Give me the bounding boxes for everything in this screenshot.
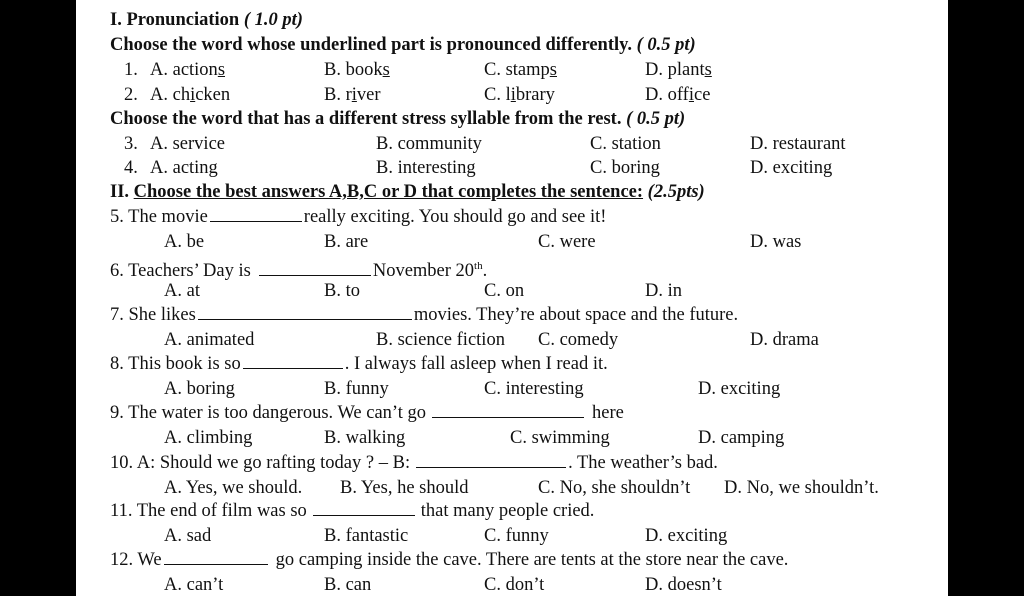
option-b[interactable]: B. Yes, he should: [340, 478, 469, 498]
option-d[interactable]: [645, 84, 710, 106]
section2-title: Choose the best answers A,B,C or D that completes the sentence:: [133, 182, 644, 202]
option-text: ver: [356, 85, 381, 105]
option-d[interactable]: D. camping: [698, 428, 785, 448]
question-8: [110, 353, 608, 375]
option-a[interactable]: [150, 84, 230, 106]
option-a[interactable]: [150, 59, 225, 81]
answer-blank[interactable]: [164, 550, 268, 565]
option-d[interactable]: D. restaurant: [750, 134, 846, 154]
option-b[interactable]: [324, 84, 381, 106]
option-a[interactable]: A. be: [164, 232, 205, 252]
section2-heading: [110, 181, 705, 203]
option-text: A. ch: [150, 85, 191, 105]
option-c[interactable]: C. No, she shouldn’t: [538, 478, 691, 498]
option-d[interactable]: D. exciting: [750, 158, 833, 178]
option-c[interactable]: C. don’t: [484, 575, 545, 595]
option-b[interactable]: B. interesting: [376, 158, 476, 178]
option-d[interactable]: [645, 59, 712, 81]
option-b[interactable]: B. fantastic: [324, 526, 409, 546]
question-6: [110, 255, 487, 282]
section2-points: (2.5pts): [647, 182, 705, 202]
question-text: 10. A: Should we go rafting today ? – B:: [110, 453, 411, 473]
question-text: 11. The end of film was so: [110, 501, 307, 521]
option-a[interactable]: A. acting: [150, 158, 218, 178]
question-text: 9. The water is too dangerous. We can’t go: [110, 403, 427, 423]
option-b[interactable]: B. community: [376, 134, 482, 154]
option-b[interactable]: B. to: [324, 281, 360, 301]
option-c[interactable]: C. funny: [484, 526, 549, 546]
section2-number: II.: [110, 182, 130, 202]
section1-title: I. Pronunciation: [110, 10, 240, 30]
option-c[interactable]: C. station: [590, 134, 661, 154]
option-text: cken: [195, 85, 231, 105]
instruction-text: Choose the word that has a different stress syllable from the rest.: [110, 109, 622, 129]
underlined-letter: i: [190, 85, 196, 105]
option-c[interactable]: C. swimming: [510, 428, 610, 448]
question-text: go camping inside the cave. There are tents at the store near the cave.: [275, 550, 789, 570]
option-d[interactable]: D. No, we shouldn’t.: [724, 478, 879, 498]
option-b[interactable]: B. science fiction: [376, 330, 505, 350]
option-c[interactable]: [484, 59, 557, 81]
option-text: D. plant: [645, 60, 705, 80]
question-text: November 20: [372, 261, 475, 282]
answer-blank[interactable]: [313, 501, 415, 516]
section1-heading: [110, 9, 303, 31]
option-c[interactable]: C. on: [484, 281, 525, 301]
option-c[interactable]: C. comedy: [538, 330, 619, 350]
option-c[interactable]: C. were: [538, 232, 596, 252]
answer-blank[interactable]: [259, 261, 371, 276]
option-a[interactable]: A. climbing: [164, 428, 253, 448]
option-d[interactable]: D. in: [645, 281, 682, 301]
question-number: 1.: [124, 60, 138, 80]
option-a[interactable]: A. at: [164, 281, 200, 301]
question-text: . I always fall asleep when I read it.: [344, 354, 608, 374]
option-b[interactable]: B. can: [324, 575, 372, 595]
option-text: C. l: [484, 85, 511, 105]
answer-blank[interactable]: [198, 305, 412, 320]
option-d[interactable]: D. drama: [750, 330, 819, 350]
question-5: [110, 206, 606, 228]
superscript: th: [474, 260, 483, 272]
underlined-letter: s: [382, 60, 390, 80]
option-c[interactable]: C. interesting: [484, 379, 584, 399]
option-d[interactable]: D. doesn’t: [645, 575, 722, 595]
question-9: [110, 402, 624, 424]
option-b[interactable]: B. are: [324, 232, 369, 252]
answer-blank[interactable]: [210, 207, 302, 222]
question-text: 8. This book is so: [110, 354, 241, 374]
option-a[interactable]: A. animated: [164, 330, 255, 350]
question-text: 6. Teachers’ Day is: [110, 261, 251, 282]
worksheet-page: [76, 0, 948, 596]
question-text: movies. They’re about space and the future.: [413, 305, 739, 325]
option-c[interactable]: [484, 84, 555, 106]
option-d[interactable]: D. exciting: [698, 379, 781, 399]
instruction-stress: [110, 108, 685, 130]
question-number: 2.: [124, 85, 138, 105]
option-b[interactable]: B. funny: [324, 379, 389, 399]
question-text: really exciting. You should go and see it!: [303, 207, 607, 227]
instruction-text: Choose the word whose underlined part is pronounced differently.: [110, 35, 632, 55]
underlined-letter: i: [688, 85, 694, 105]
instruction-pronunciation: [110, 34, 696, 56]
option-c[interactable]: C. boring: [590, 158, 660, 178]
option-text: C. stamp: [484, 60, 550, 80]
option-b[interactable]: [324, 59, 390, 81]
option-a[interactable]: A. sad: [164, 526, 212, 546]
option-text: D. off: [645, 85, 689, 105]
section1-points: ( 1.0 pt): [243, 10, 303, 30]
option-text: B. r: [324, 85, 352, 105]
option-a[interactable]: A. service: [150, 134, 225, 154]
option-text: ce: [694, 85, 711, 105]
question-text: here: [592, 403, 624, 423]
option-a[interactable]: A. boring: [164, 379, 235, 399]
underlined-letter: i: [510, 85, 516, 105]
question-11: [110, 500, 594, 522]
question-text: . The weather’s bad.: [568, 453, 718, 473]
question-text: 12. We: [110, 550, 162, 570]
question-12: [110, 549, 788, 571]
underlined-letter: s: [549, 60, 557, 80]
option-b[interactable]: B. walking: [324, 428, 406, 448]
question-10: [110, 452, 718, 474]
question-7: [110, 304, 738, 326]
underlined-letter: i: [351, 85, 357, 105]
instruction-points: ( 0.5 pt): [626, 109, 686, 129]
option-a[interactable]: A. can’t: [164, 575, 224, 595]
answer-blank[interactable]: [243, 354, 343, 369]
underlined-letter: s: [704, 60, 712, 80]
option-d[interactable]: D. was: [750, 232, 802, 252]
answer-blank[interactable]: [432, 403, 584, 418]
option-text: A. action: [150, 60, 218, 80]
option-d[interactable]: D. exciting: [645, 526, 728, 546]
option-text: brary: [515, 85, 555, 105]
instruction-points: ( 0.5 pt): [636, 35, 696, 55]
question-text: 7. She likes: [110, 305, 196, 325]
option-text: B. book: [324, 60, 383, 80]
underlined-letter: s: [217, 60, 226, 80]
answer-blank[interactable]: [416, 453, 566, 468]
option-a[interactable]: A. Yes, we should.: [164, 478, 303, 498]
question-text: that many people cried.: [420, 501, 595, 521]
question-text: 5. The movie: [110, 207, 208, 227]
question-number: 4.: [124, 158, 138, 178]
question-text: .: [482, 261, 488, 282]
question-number: 3.: [124, 134, 138, 154]
